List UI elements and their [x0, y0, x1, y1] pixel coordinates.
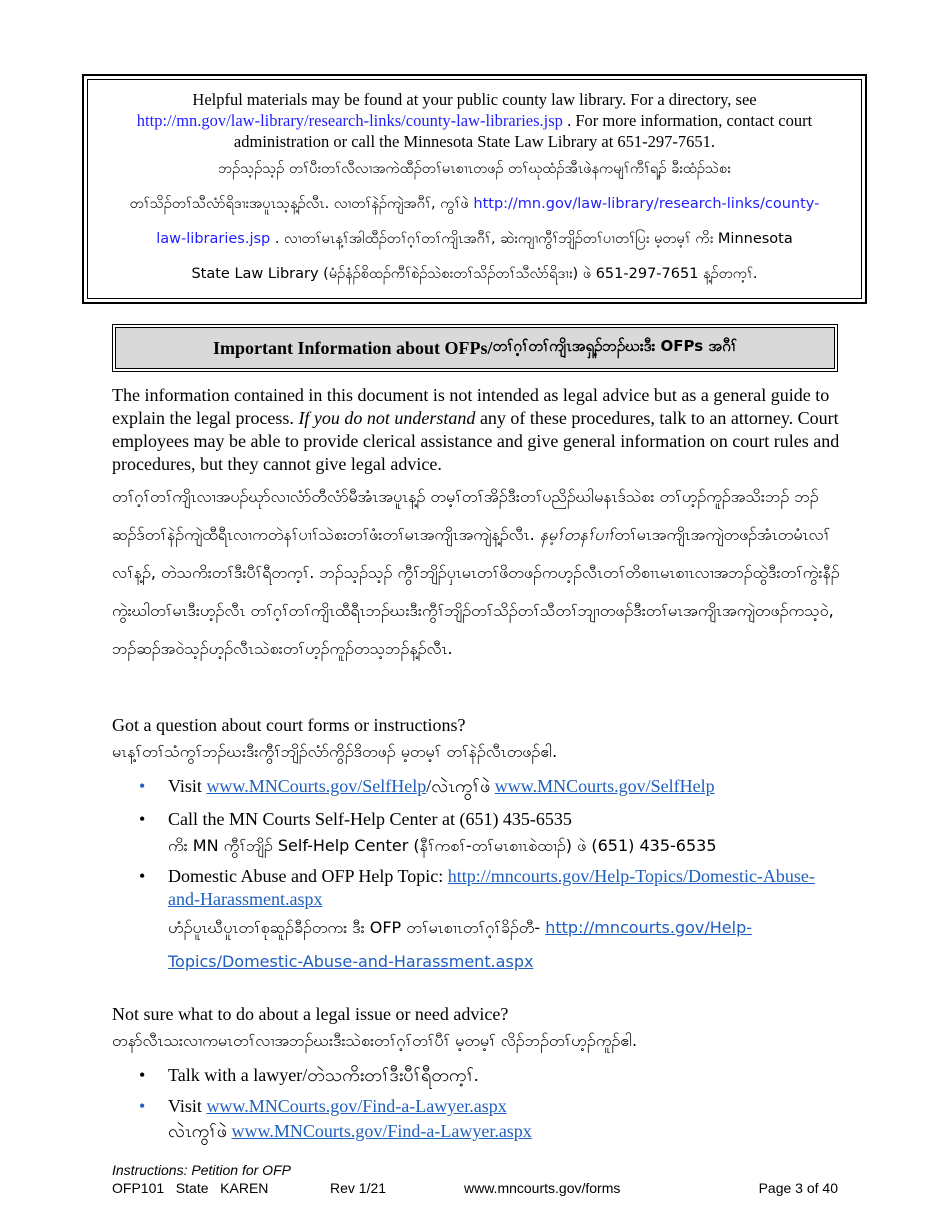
bullet-icon: •: [139, 1065, 146, 1085]
section-title-box: [112, 324, 838, 372]
county-library-link[interactable]: http://mn.gov/law-library/research-links/county-law-libraries.jsp: [136, 111, 563, 130]
footer-rev: Rev 1/21: [330, 1180, 387, 1196]
forms-question-en: Got a question about court forms or instructions?: [112, 715, 466, 735]
library-en-line-3: administration or call the Minnesota State Law Library at 651-297-7651.: [233, 132, 716, 151]
list-item-domestic-abuse: • Domestic Abuse and OFP Help Topic: http://mncourts.gov/Help-Topics/Domestic-Abuse- and-Harassment.aspx ဟံၣ်ပူၤဃီပူၤတၢ်စုဆူၣ်ခီၣ်တကး ဒီး OFP တၢ်မၤစၢၤတၢ်ဂ့ၢ်ခိၣ်တီ- http://mncourts.gov/Help- Topics/Domestic-Abuse-and-Harassment.aspx: [139, 866, 815, 971]
domestic-abuse-link[interactable]: http://mncourts.gov/Help-Topics/Domestic-Abuse-: [447, 866, 815, 886]
domestic-abuse-link-cont[interactable]: and-Harassment.aspx: [168, 889, 323, 909]
library-kr-line-2: တၢ်သိၣ်တၢ်သီလံာ်ရိဒၢးအပူၤသ့န့ၣ်လီၤ. လၢတၢ်နဲၣ်ကျဲအဂီၢ်, ကွၢ်ဖဲ http://mn.gov/law-library/research-links/county-: [129, 196, 820, 212]
page-footer: [112, 1162, 838, 1197]
find-lawyer-link-kr[interactable]: www.MNCourts.gov/Find-a-Lawyer.aspx: [231, 1121, 532, 1141]
footer-page-number: Page 3 of 40: [758, 1180, 838, 1196]
legal-question-en: Not sure what to do about a legal issue or need advice?: [112, 1004, 509, 1024]
list-item-call-center: • Call the MN Courts Self-Help Center at (651) 435-6535 ကိး MN ကွီၢ်ဘျိၣ် Self-Help Center (နီၢ်ကစၢ်-တၢ်မၤစၢၤစဲထၢၣ်) ဖဲ (651) 435-6535: [139, 809, 717, 855]
legal-help-list: [112, 1064, 842, 1143]
legal-advice-section: [112, 1003, 842, 1143]
domestic-abuse-link-kr-cont[interactable]: Topics/Domestic-Abuse-and-Harassment.aspx: [168, 952, 534, 971]
domestic-abuse-link-kr[interactable]: http://mncourts.gov/Help-: [545, 918, 753, 937]
library-kr-line-4: State Law Library (မံၣ်နံၣ်စိထၣ်ကီၢ်စဲၣ်သဲစးတၢ်သိၣ်တၢ်သီလံာ်ရိဒၢး) ဖဲ 651-297-7651 န့ၣ်တက့ၢ်.: [191, 266, 758, 282]
list-item-talk-lawyer: • Talk with a lawyer/တဲသကိးတၢ်ဒီးပီၢ်ရီတက့ၢ်.: [139, 1065, 479, 1085]
legal-question-kr: တနာ်လီၤသးလၢကမၤတၢ်လၢအဘၣ်ဃးဒီးသဲစးတၢ်ဂ့ၢ်တၢ်ပီၢ် မ့တမ့ၢ် လိၣ်ဘၣ်တၢ်ဟ့ၣ်ကူၣ်ဧါ.: [112, 1031, 638, 1050]
intro-kr: တၢ်ဂ့ၢ်တၢ်ကျိၤလၢအပၣ်ဃုာ်လၢလံာ်တီလံာ်မီအံၤအပူၤန့ၣ် တမ့ၢ်တၢ်အိၣ်ဒီးတၢ်ပညိၣ်ဃါမနၤဒ်သဲစး တၢ်ဟ့ၣ်ကူၣ်အသိးဘၣ် ဘၣ်ဆၣ်ဒ်တၢ်နဲၣ်ကျဲထီရီၤလၢကတဲနၢ်ပၢၢ်သဲစးတၢ်ဖံးတၢ်မၤအကျိၤအကျဲန့ၣ်လီၤ. နမ့ၢ်တနၢ်ပၢၢ်တၢ်မၤအကျိၤအကျဲတဖၣ်အံၤတမံၤလၢ်လၢ်န့ၣ်, တဲသကိးတၢ်ဒီးပီၢ်ရီတက့ၢ်. ဘၣ်သ့ၣ်သ့ၣ် ကွီၢ်ဘျိၣ်ပှၤမၤတၢ်ဖိတဖၣ်ကဟ့ၣ်လီၤတၢ်တိစၢၤမၤစၢၤလၢအဘၣ်ထွဲဒီးတၢ်ကွဲးနီၣ်ကွဲးဃါတၢ်မၤဒီးဟ့ၣ်လီၤ တၢ်ဂ့ၢ်တၢ်ကျိၤထီရီၤဘၣ်ဃးဒီးကွီၢ်ဘျိၣ်တၢ်သိၣ်တၢ်သီတၢ်ဘျၢတဖၣ်ဒီးတၢ်မၤအကျိၤအကျဲတဖၣ်ကသ့ဝဲ, ဘၣ်ဆၣ်အဝဲသ့ၣ်ဟ့ၣ်လီၤသဲစးတၢ်ဟ့ၣ်ကူၣ်တသ့ဘၣ်န့ၣ်လီၤ.: [112, 487, 840, 658]
bullet-icon: •: [139, 776, 146, 796]
library-en-line-1: Helpful materials may be found at your public county law library. For a directory, see: [192, 90, 757, 109]
bullet-icon: •: [139, 809, 146, 829]
bullet-icon: •: [139, 1096, 146, 1116]
library-kr-line-3: law-libraries.jsp . လၢတၢ်မၤန့ၢ်အါထီၣ်တၢ်ဂ့ၢ်တၢ်ကျိၤအဂီၢ်, ဆဲးကျၢကွီၢ်ဘျိၣ်တၢ်ပၢတၢ်ပြး မ့တမ့ၢ် ကိး Minnesota: [156, 231, 793, 247]
library-notice-box: [82, 74, 867, 304]
selfhelp-link[interactable]: www.MNCourts.gov/SelfHelp: [206, 776, 427, 796]
library-kr-line-1: ဘၣ်သ့ၣ်သ့ၣ် တၢ်ပီးတၢ်လီလၢအကဲထီၣ်တၢ်မၤစၢၤတဖၣ် တၢ်ဃုထံၣ်အီၤဖဲနကမျၢ်ကီၢ်ရ့ၣ် ခီးထံၣ်သဲစး: [218, 161, 731, 177]
county-library-link-kr[interactable]: http://mn.gov/law-library/research-links/county-: [473, 196, 820, 212]
find-lawyer-link[interactable]: www.MNCourts.gov/Find-a-Lawyer.aspx: [206, 1096, 507, 1116]
footer-doc-title: Instructions: Petition for OFP: [112, 1162, 291, 1178]
intro-en: The information contained in this document is not intended as legal advice but as a general guide to explain the legal process. If you do not understand any of these procedures, talk to an attorney. Court employees may be able to provide clerical assistance and give general information on court rules and procedures, but they cannot give legal advice.: [112, 385, 840, 474]
bullet-icon: •: [139, 866, 146, 886]
selfhelp-link-kr[interactable]: www.MNCourts.gov/SelfHelp: [494, 776, 715, 796]
forms-help-list: [112, 775, 842, 979]
forms-question-kr: မၤန့ၢ်တၢ်သံကွၢ်ဘၣ်ဃးဒီးကွီၢ်ဘျိၣ်လံာ်ကွိၣ်ဒိတဖၣ် မ့တမ့ၢ် တၢ်နဲၣ်လီၤတဖၣ်ဧါ.: [112, 742, 558, 761]
section-title: Important Information about OFPs/ တၢ်ဂ့ၢ်တၢ်ကျိၤအရှ့ၣ်ဘၣ်ဃးဒီး OFPs အဂီၢ်: [115, 327, 835, 369]
intro-section: [112, 384, 842, 668]
forms-question-section: [112, 714, 842, 979]
footer-website: www.mncourts.gov/forms: [464, 1180, 621, 1196]
footer-form-id: OFP101 State KAREN: [112, 1180, 269, 1196]
county-library-link-kr-cont[interactable]: law-libraries.jsp: [156, 231, 271, 247]
list-item-selfhelp: • Visit www.MNCourts.gov/SelfHelp/လဲၤကွၢ်ဖဲ www.MNCourts.gov/SelfHelp: [139, 776, 715, 796]
list-item-find-lawyer: • Visit www.MNCourts.gov/Find-a-Lawyer.aspx လဲၤကွၢ်ဖဲ www.MNCourts.gov/Find-a-Lawyer.aspx: [139, 1096, 532, 1141]
library-en-line-2: http://mn.gov/law-library/research-links/county-law-libraries.jsp . For more information, contact court: [136, 111, 813, 130]
